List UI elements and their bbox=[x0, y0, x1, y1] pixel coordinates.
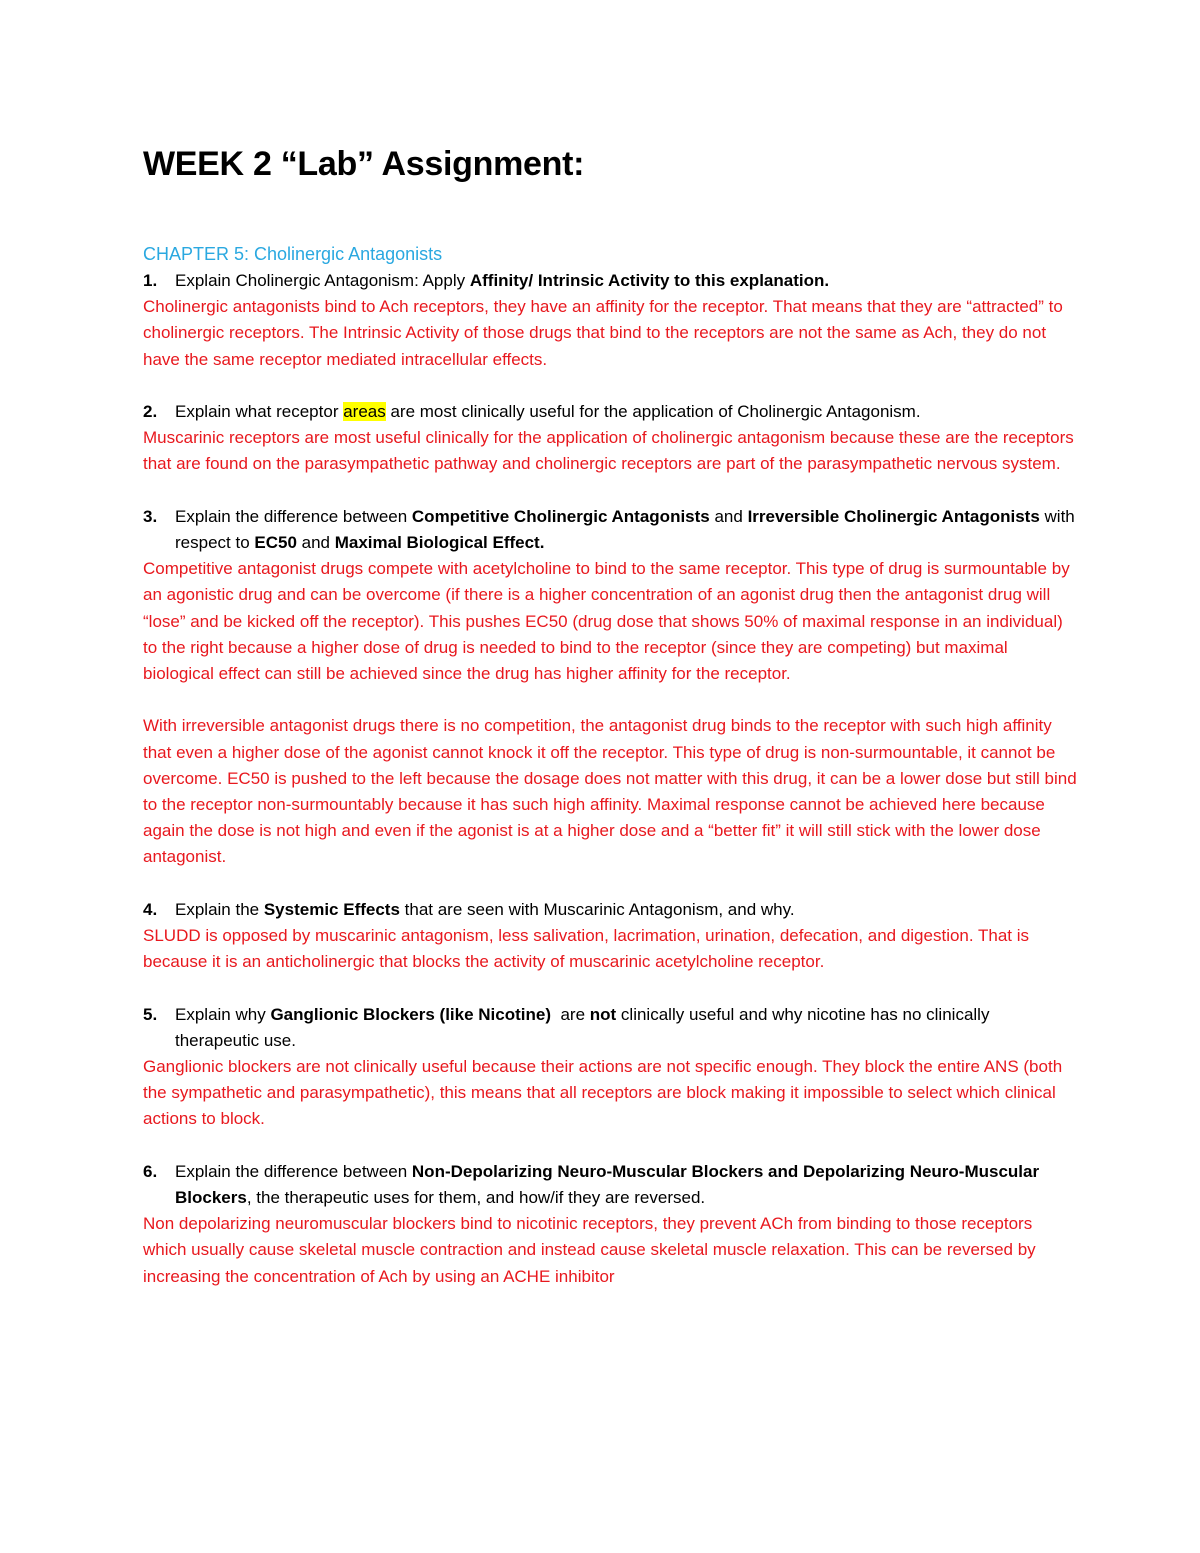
question-number: 6. bbox=[143, 1161, 158, 1181]
question-text bbox=[175, 1002, 1078, 1054]
answer-3a: Competitive antagonist drugs compete with acetylcholine to bind to the same receptor. This type of drug is surmountable by an agonistic drug and can be overcome (if there is a higher concentration of an agonist drug then the antagonist drug will “lose” and be kicked off the receptor). This pushes EC50 (drug dose that shows 50% of maximal response in an individual) to the right because a higher dose of drug is needed to bind to the receptor (since they are competing) but maximal biological effect can still be achieved since the drug has higher affinity for the receptor. bbox=[143, 559, 1070, 684]
answer-5: Ganglionic blockers are not clinically useful because their actions are not specific enough. They block the entire ANS (both the sympathetic and parasympathetic), this means that all receptors are block making it impossible to select which clinical actions to block. bbox=[143, 1057, 1063, 1129]
question-text-part: and bbox=[296, 533, 335, 552]
question-text-part: and bbox=[709, 506, 748, 526]
question-text-part: clinically useful and why nicotine has no clinically therapeutic use. bbox=[175, 1004, 995, 1050]
answer-4: SLUDD is opposed by muscarinic antagonism, less salivation, lacrimation, urination, defecation, and digestion. That is because it is an anticholinergic that blocks the activity of muscarinic acetylcholine receptor. bbox=[143, 926, 1030, 972]
question-text-part: Explain the difference between bbox=[175, 1161, 412, 1181]
question-emphasis: Irreversible Cholinergic Antagonists bbox=[747, 506, 1040, 526]
question-text bbox=[175, 399, 1078, 425]
question-emphasis: EC50 bbox=[254, 533, 297, 552]
page-title: WEEK 2 “Lab” Assignment: bbox=[143, 145, 585, 183]
question-emphasis: Non-Depolarizing Neuro-Muscular Blockers and Depolarizing Neuro-Muscular Blockers bbox=[175, 1161, 1040, 1208]
answer-6: Non depolarizing neuromuscular blockers bind to nicotinic receptors, they prevent ACh from binding to those receptors which usually cause skeletal muscle contraction and instead cause skeletal muscle relaxation. This can be reversed by increasing the concentration of Ach by using an ACHE inhibitor bbox=[143, 1214, 1036, 1286]
question-emphasis: not bbox=[589, 1004, 617, 1024]
question-text-part: that are seen with Muscarinic Antagonism, and why. bbox=[399, 899, 795, 919]
question-text-part: are most clinically useful for the application of Cholinergic Antagonism. bbox=[385, 402, 921, 421]
question-number: 1. bbox=[143, 271, 158, 290]
question-text-part: with respect to bbox=[175, 506, 1075, 552]
question-number: 3. bbox=[143, 506, 158, 526]
answer-3b: With irreversible antagonist drugs there is no competition, the antagonist drug binds to the receptor with such high affinity that even a higher dose of the agonist cannot knock it off the receptor. This type of drug is non-surmountable, it cannot be overcome. EC50 is pushed to the left because the dosage does not matter with this drug, it can be a lower dose but still bind to the receptor non-surmountably because it has such high affinity. Maximal response cannot be achieved here because again the dose is not high and even if the agonist is at a higher dose and a “better fit” it will still stick with the lower dose antagonist. bbox=[143, 716, 1077, 867]
chapter-heading: CHAPTER 5: Cholinergic Antagonists bbox=[143, 244, 443, 264]
question-5 bbox=[143, 1002, 1078, 1054]
question-text-part: , the therapeutic uses for them, and how/if they are reversed. bbox=[246, 1188, 706, 1208]
question-number: 5. bbox=[143, 1004, 158, 1024]
question-text bbox=[175, 504, 1078, 556]
question-emphasis: Competitive Cholinergic Antagonists bbox=[411, 506, 710, 526]
question-text bbox=[175, 897, 1078, 923]
question-4 bbox=[143, 897, 1078, 923]
question-text bbox=[175, 268, 1078, 294]
question-text-part: Explain the difference between bbox=[175, 506, 412, 526]
question-number: 2. bbox=[143, 402, 158, 421]
question-text-part: Explain Cholinergic Antagonism: Apply bbox=[175, 271, 470, 290]
question-number: 4. bbox=[143, 899, 158, 919]
question-1 bbox=[143, 268, 1078, 294]
answer-2: Muscarinic receptors are most useful clinically for the application of cholinergic antagonism because these are the receptors that are found on the parasympathetic pathway and cholinergic receptors are part of the parasympathetic nervous system. bbox=[143, 428, 1074, 474]
question-list bbox=[143, 268, 1078, 1290]
question-text bbox=[175, 1159, 1078, 1211]
question-emphasis: Systemic Effects bbox=[263, 899, 400, 919]
question-emphasis: Affinity/ Intrinsic Activity to this explanation. bbox=[469, 271, 830, 290]
question-3 bbox=[143, 504, 1078, 556]
question-text-part: Explain why bbox=[175, 1004, 271, 1024]
question-emphasis: Maximal Biological Effect. bbox=[334, 533, 545, 552]
highlighted-word: areas bbox=[343, 402, 386, 421]
question-6 bbox=[143, 1159, 1078, 1211]
question-text-part: Explain the bbox=[175, 899, 264, 919]
question-text-part: Explain what receptor bbox=[175, 402, 344, 421]
question-2 bbox=[143, 399, 1078, 425]
question-emphasis: Ganglionic Blockers (like Nicotine) bbox=[270, 1004, 552, 1024]
question-text-part: are bbox=[551, 1004, 590, 1024]
answer-1: Cholinergic antagonists bind to Ach receptors, they have an affinity for the receptor. That means that they are “attracted” to cholinergic receptors. The Intrinsic Activity of those drugs that bind to the receptors are not the same as Ach, they do not have the same receptor mediated intracellular effects. bbox=[143, 297, 1063, 369]
